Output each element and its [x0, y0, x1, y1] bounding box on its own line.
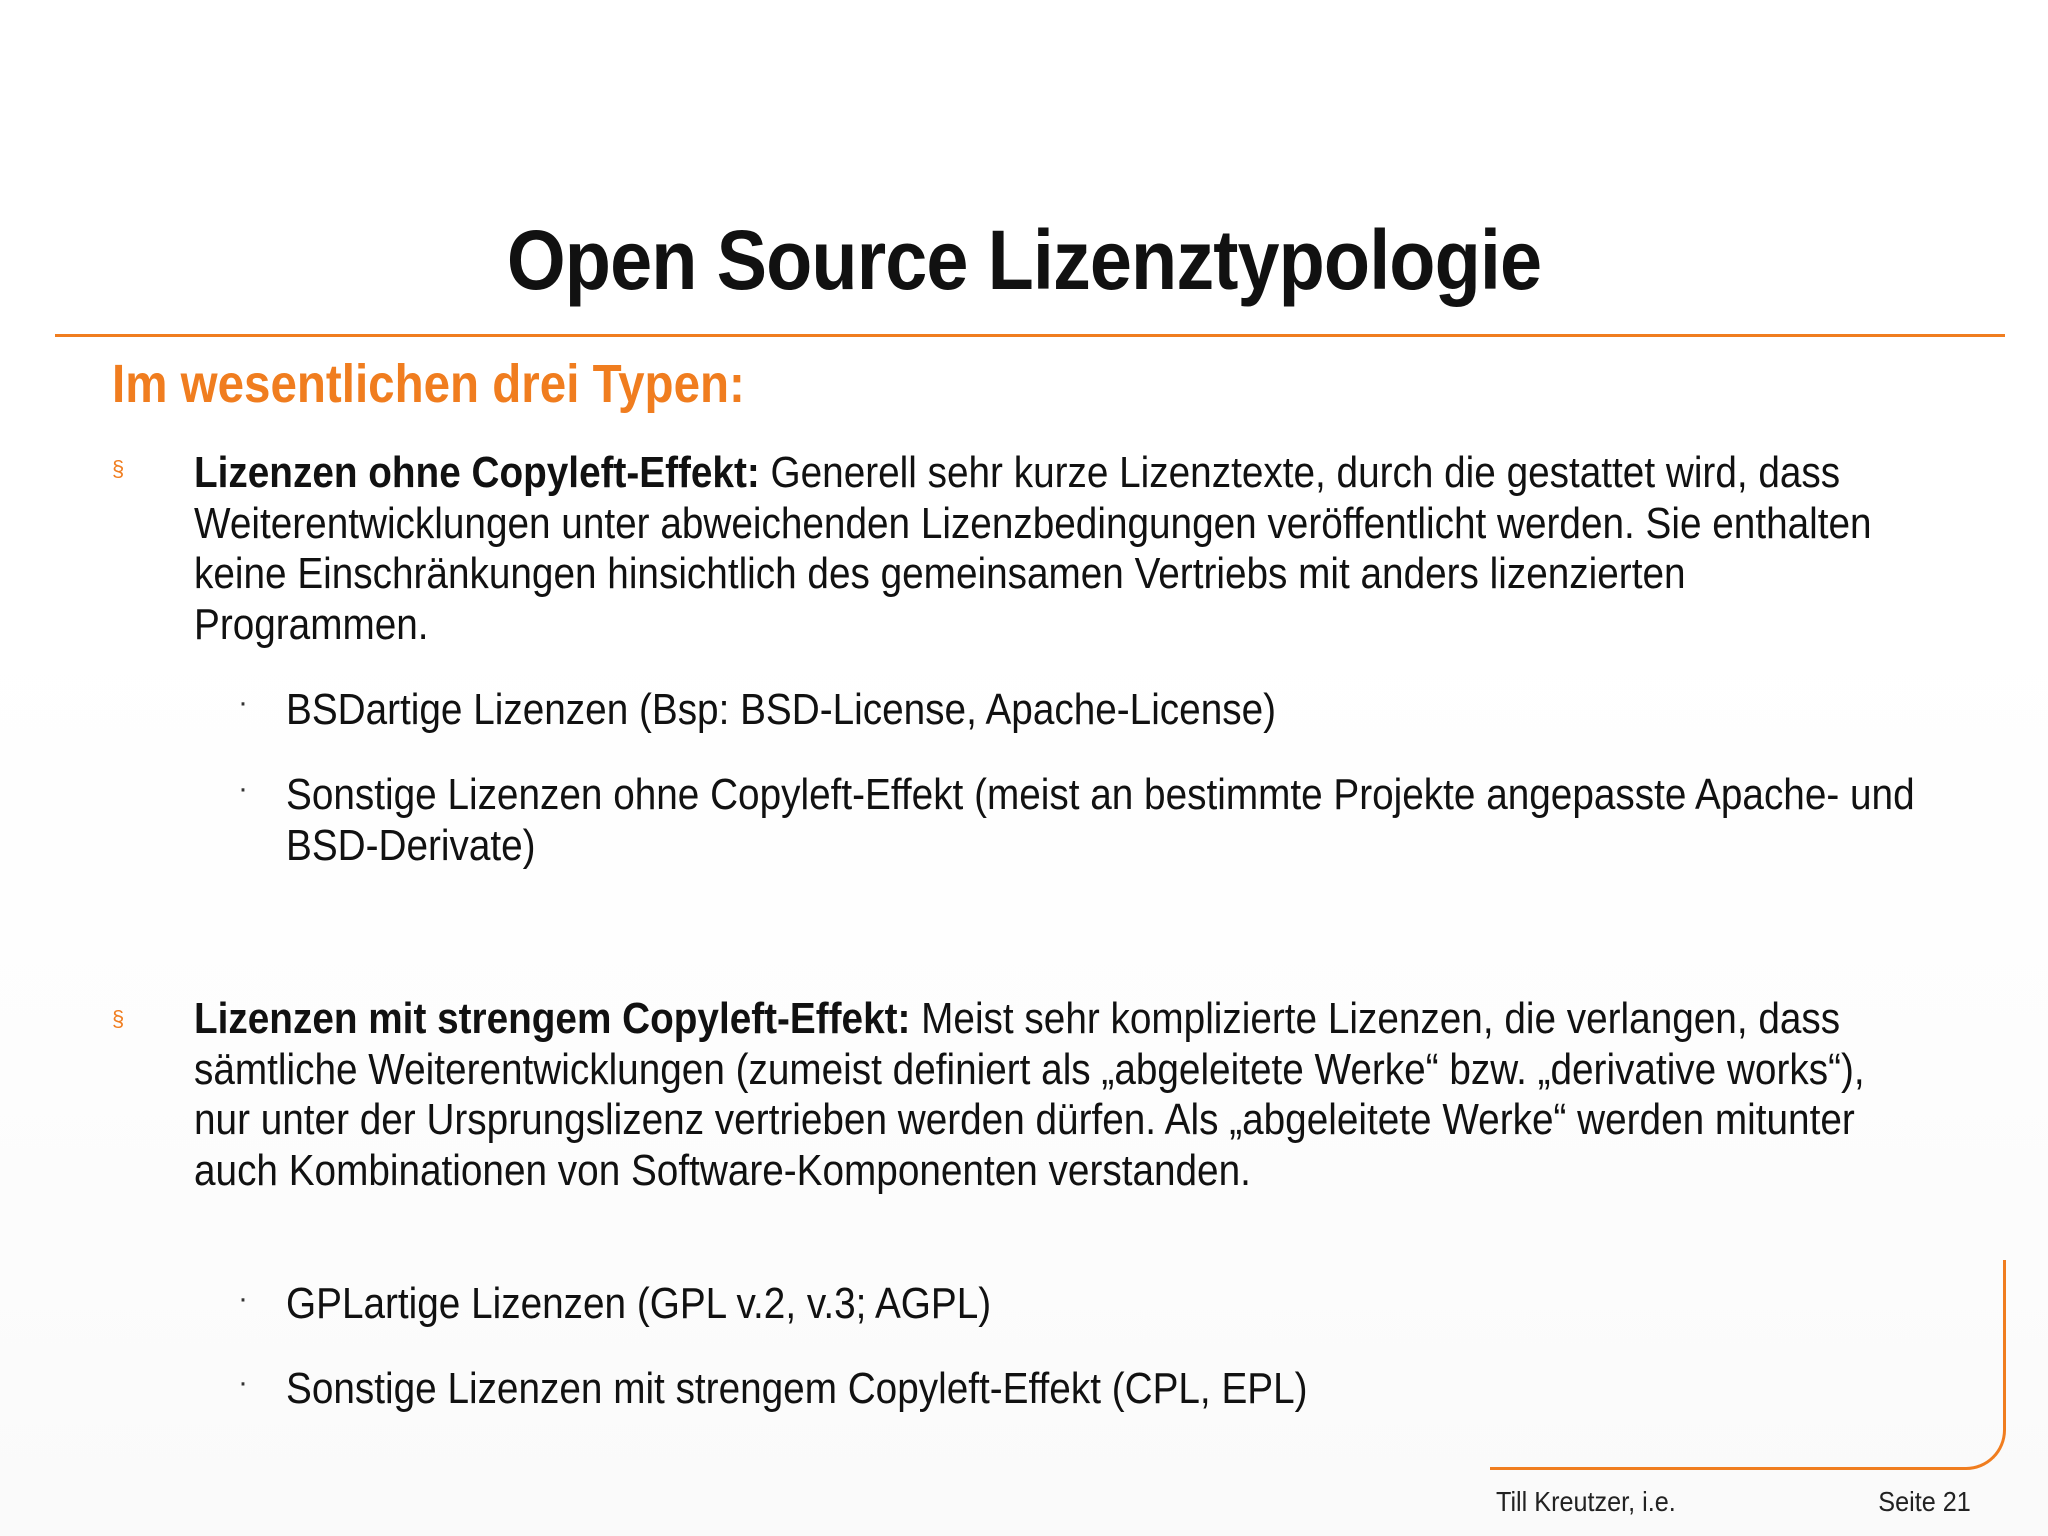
footer-author: Till Kreutzer, i.e. — [1496, 1486, 1676, 1517]
sub-bullet-icon: · — [238, 1366, 248, 1399]
section-2-body: Meist sehr komplizierte Lizenzen, die verlangen, dass sämtliche Weiterentwicklungen (zumeist definiert als „abgeleitete Werke“ bzw. „derivative works“), nur unter der Ursprungslizenz vertrieben werden dürfen. Als „abgeleitete Werke“ werden mitunter auch Kombinationen von Software-Komponenten verstanden. — [194, 994, 1865, 1195]
section-1-item-1: BSDartige Lizenzen (Bsp: BSD-License, Apache-License) — [286, 685, 1277, 734]
sub-bullet-icon: · — [238, 686, 248, 719]
section-2-item-2: Sonstige Lizenzen mit strengem Copyleft-Effekt (CPL, EPL) — [286, 1364, 1308, 1413]
section-1-body: Generell sehr kurze Lizenztexte, durch die gestattet wird, dass Weiterentwicklungen unter abweichenden Lizenzbedingungen veröffentlicht werden. Sie enthalten keine Einschränkungen hinsichtlich des gemeinsamen Vertriebs mit anders lizenzierten Programmen. — [194, 448, 1872, 649]
sub-bullet-icon: · — [238, 1282, 248, 1315]
sub-bullet-icon: · — [238, 772, 248, 805]
footer-page-number: Seite 21 — [1878, 1486, 1971, 1517]
section-bullet-icon: § — [112, 1006, 125, 1031]
slide-subtitle: Im wesentlichen drei Typen: — [112, 354, 745, 414]
section-2-heading: Lizenzen mit strengem Copyleft-Effekt: — [194, 994, 911, 1043]
footer-corner-frame — [1490, 1260, 2006, 1470]
section-1-text — [194, 448, 1892, 650]
section-1-item-2: Sonstige Lizenzen ohne Copyleft-Effekt (meist an bestimmte Projekte angepasste Apache- und BSD-Derivate) — [286, 770, 1915, 870]
slide-title: Open Source Lizenztypologie — [506, 213, 1542, 307]
section-2-text — [194, 994, 1892, 1196]
title-divider — [55, 334, 2005, 337]
section-2-item-1: GPLartige Lizenzen (GPL v.2, v.3; AGPL) — [286, 1279, 992, 1328]
section-1-heading: Lizenzen ohne Copyleft-Effekt: — [194, 448, 760, 497]
section-bullet-icon: § — [112, 456, 125, 481]
